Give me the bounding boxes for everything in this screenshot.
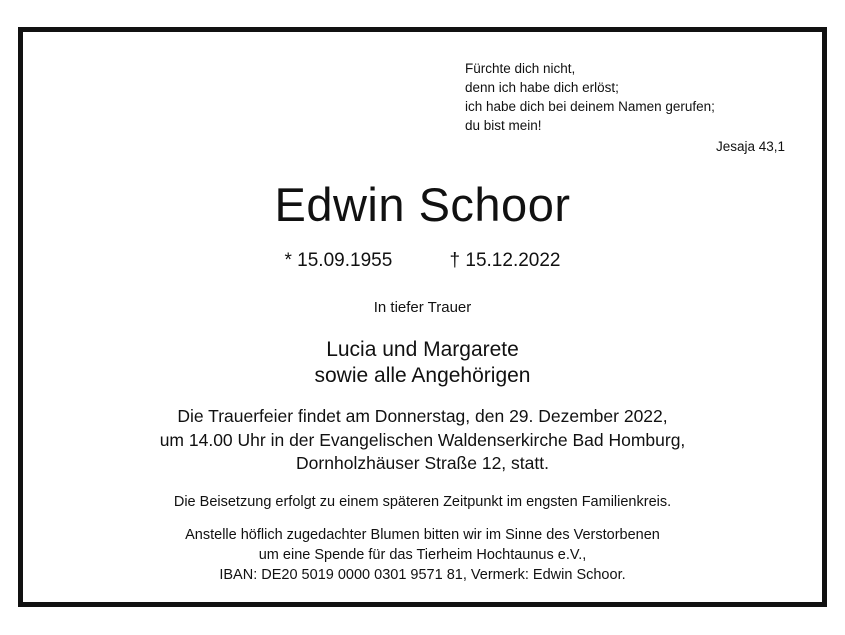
donation-line: Anstelle höflich zugedachter Blumen bitten wir im Sinne des Verstorbenen bbox=[185, 527, 660, 543]
donation-line: IBAN: DE20 5019 0000 0301 9571 81, Vermerk: Edwin Schoor. bbox=[219, 567, 626, 583]
donation-info bbox=[23, 525, 822, 585]
quote-line: denn ich habe dich erlöst; bbox=[465, 80, 619, 95]
bible-quote bbox=[465, 59, 785, 156]
burial-info: Die Beisetzung erfolgt zu einem späteren Zeitpunkt im engsten Familienkreis. bbox=[173, 494, 672, 510]
life-dates bbox=[23, 249, 822, 273]
obituary-frame bbox=[18, 27, 827, 607]
ceremony-line: Dornholzhäuser Straße 12, statt. bbox=[296, 453, 549, 473]
quote-line: Fürchte dich nicht, bbox=[465, 61, 576, 76]
death-date: † 15.12.2022 bbox=[449, 250, 561, 271]
quote-line: ich habe dich bei deinem Namen gerufen; bbox=[465, 99, 715, 114]
quote-source: Jesaja 43,1 bbox=[715, 139, 785, 154]
quote-line: du bist mein! bbox=[465, 118, 542, 133]
mourning-text: In tiefer Trauer bbox=[373, 299, 472, 316]
ceremony-line: Die Trauerfeier findet am Donnerstag, den 29. Dezember 2022, bbox=[177, 406, 668, 426]
birth-date: * 15.09.1955 bbox=[284, 250, 393, 271]
family-line: sowie alle Angehörigen bbox=[314, 364, 531, 387]
deceased-name: Edwin Schoor bbox=[274, 178, 571, 231]
family-names bbox=[23, 337, 822, 389]
family-line: Lucia und Margarete bbox=[326, 338, 519, 361]
ceremony-info bbox=[23, 405, 822, 476]
ceremony-line: um 14.00 Uhr in der Evangelischen Waldenserkirche Bad Homburg, bbox=[159, 429, 686, 450]
donation-line: um eine Spende für das Tierheim Hochtaunus e.V., bbox=[258, 547, 587, 563]
